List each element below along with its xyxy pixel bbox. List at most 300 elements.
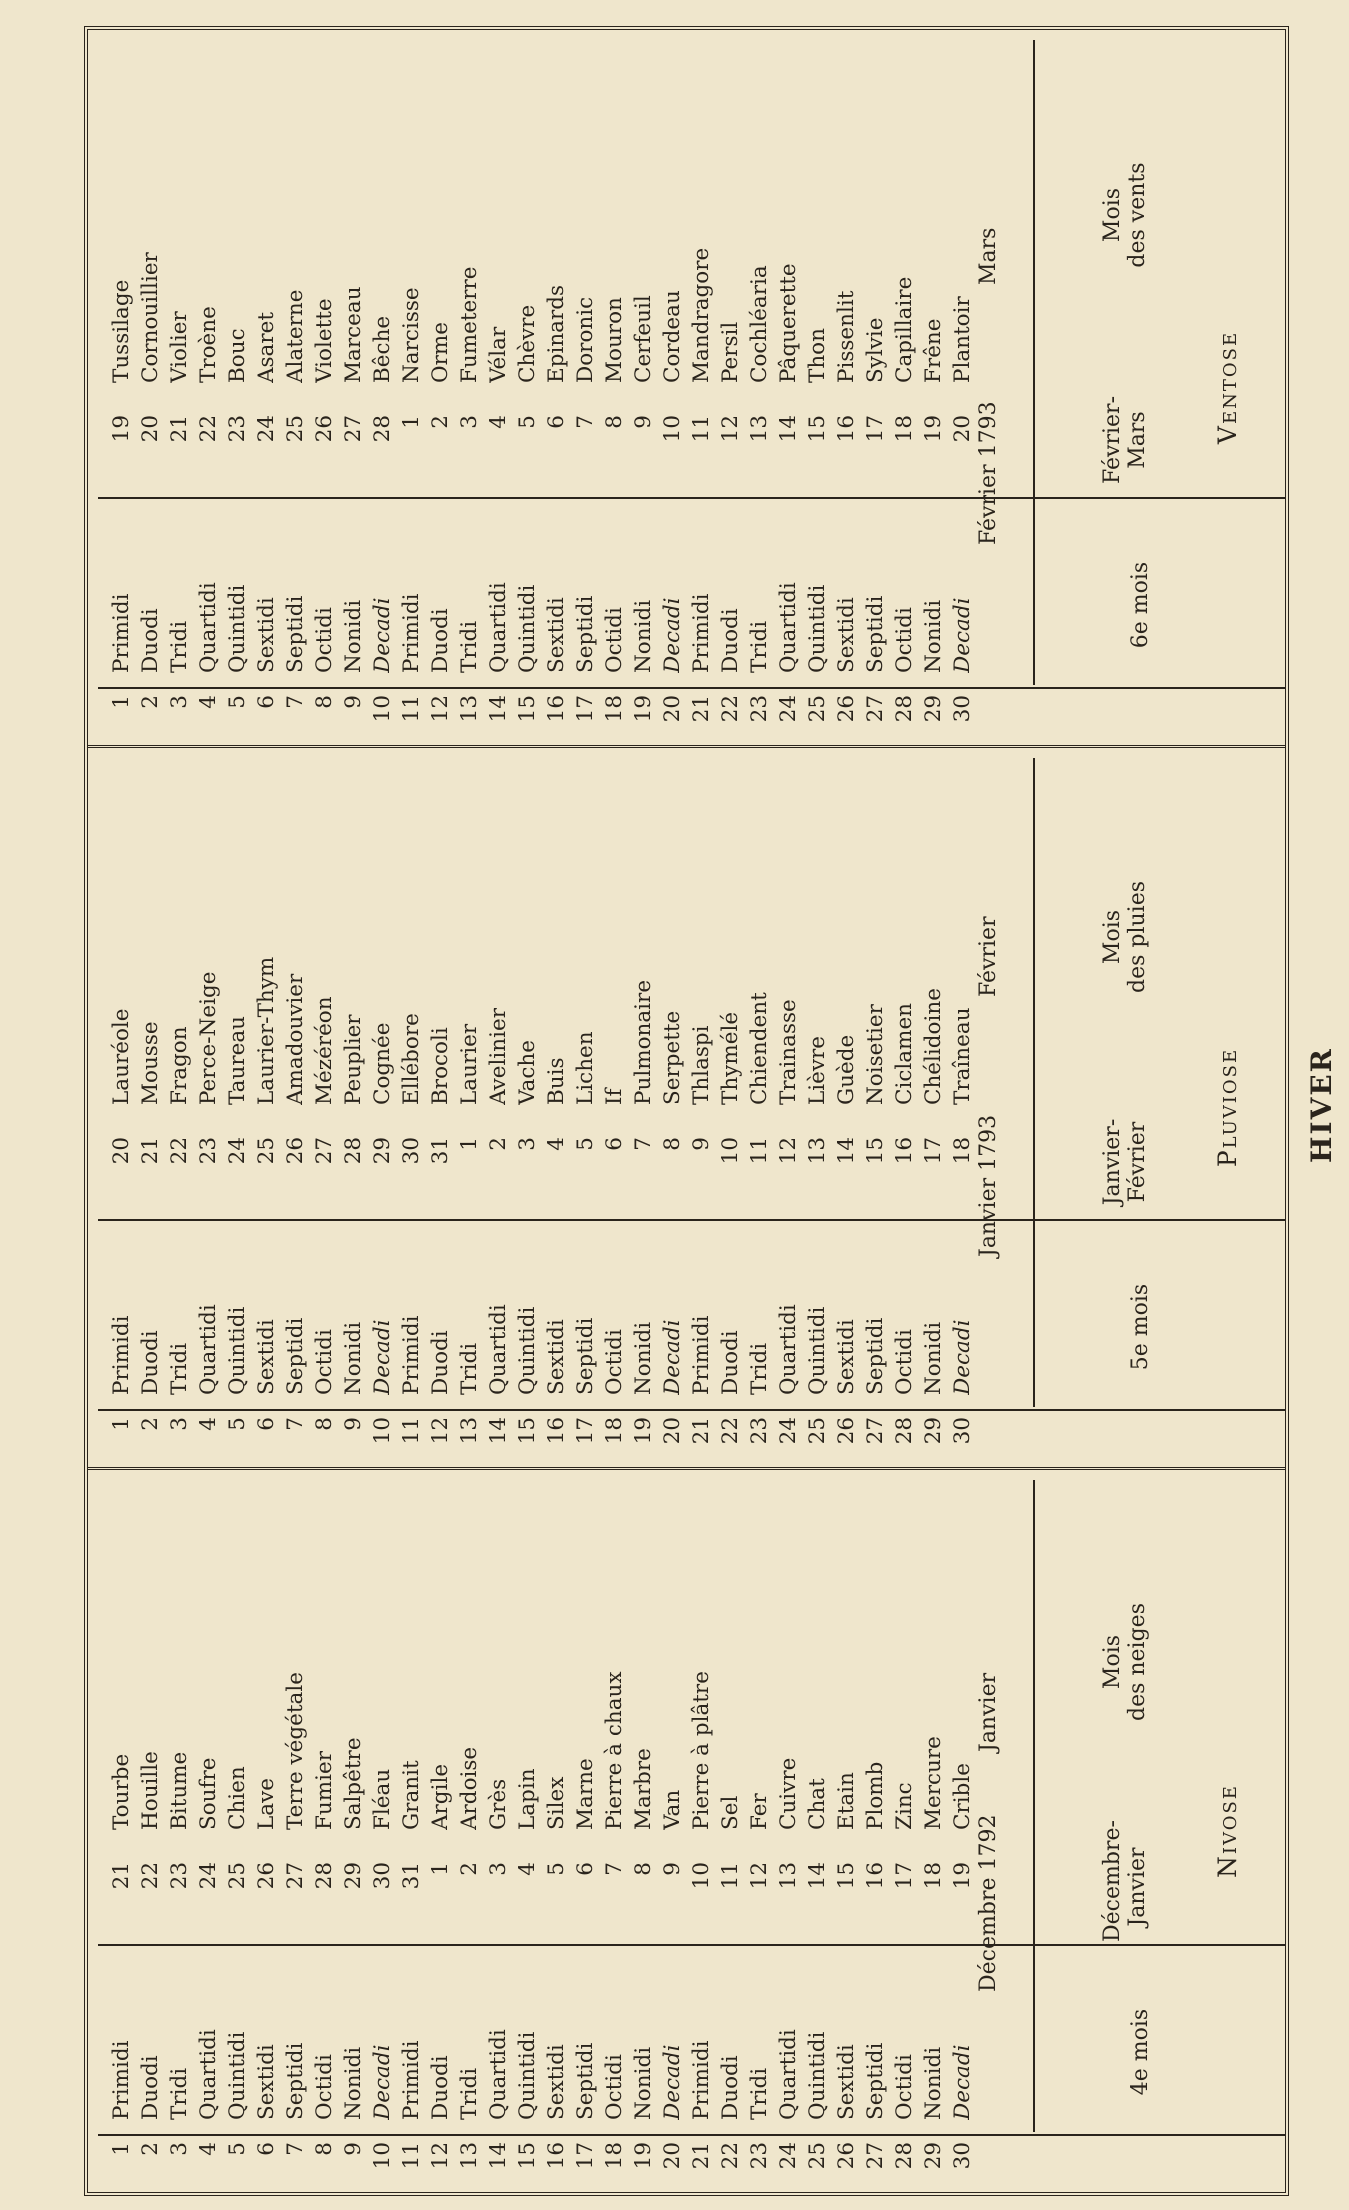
day-name: Nonidi bbox=[921, 2046, 946, 2120]
day-name: Octidi bbox=[602, 1329, 627, 1395]
day-name: Septidi bbox=[863, 1317, 888, 1395]
day-number: 2 bbox=[138, 1417, 163, 1431]
gregorian-date: 24 bbox=[196, 1862, 221, 1890]
day-number: 6 bbox=[254, 2142, 279, 2156]
day-name: Tridi bbox=[167, 620, 192, 673]
day-row bbox=[253, 1470, 282, 2192]
day-dedication: Capillaire bbox=[892, 276, 917, 383]
day-name: Octidi bbox=[312, 1329, 337, 1395]
gregorian-date: 26 bbox=[312, 415, 337, 443]
day-row bbox=[688, 30, 717, 745]
day-row bbox=[717, 30, 746, 745]
gregorian-date: 3 bbox=[457, 415, 482, 429]
gregorian-date: 11 bbox=[718, 1862, 743, 1890]
day-dedication: Amadouvier bbox=[283, 973, 308, 1105]
day-name: Septidi bbox=[283, 2042, 308, 2120]
day-row bbox=[630, 30, 659, 745]
day-dedication: Frêne bbox=[921, 318, 946, 383]
day-dedication: Fléau bbox=[370, 1768, 395, 1830]
day-name: Decadi bbox=[660, 597, 685, 673]
day-dedication: Granit bbox=[399, 1760, 424, 1830]
gregorian-date: 16 bbox=[834, 415, 859, 443]
gregorian-date: 4 bbox=[515, 1862, 540, 1876]
day-name: Duodi bbox=[138, 1330, 163, 1395]
day-dedication: Cognée bbox=[370, 1022, 395, 1105]
gregorian-date: 16 bbox=[892, 1137, 917, 1165]
day-dedication: Mouron bbox=[602, 297, 627, 383]
gregorian-date: 24 bbox=[254, 415, 279, 443]
day-number: 27 bbox=[863, 2142, 888, 2170]
day-dedication: Cordeau bbox=[660, 290, 685, 383]
day-name: Quartidi bbox=[776, 582, 801, 673]
day-row bbox=[195, 1470, 224, 2192]
day-name: Sextidi bbox=[834, 2044, 859, 2120]
gregorian-date: 8 bbox=[631, 1862, 656, 1876]
day-number: 30 bbox=[950, 2142, 975, 2170]
day-name: Septidi bbox=[573, 1317, 598, 1395]
day-name: Sextidi bbox=[834, 1319, 859, 1395]
day-name: Primidi bbox=[399, 2040, 424, 2120]
day-row bbox=[949, 748, 978, 1467]
day-number: 14 bbox=[486, 2142, 511, 2170]
gregorian-date: 28 bbox=[341, 1137, 366, 1165]
day-dedication: Pierre à plâtre bbox=[689, 1671, 714, 1830]
gregorian-date: 21 bbox=[167, 415, 192, 443]
gregorian-date: 10 bbox=[660, 415, 685, 443]
day-dedication: Noisetier bbox=[863, 1004, 888, 1105]
day-dedication: If bbox=[602, 1088, 627, 1105]
day-name: Decadi bbox=[950, 597, 975, 673]
gregorian-date: 22 bbox=[196, 415, 221, 443]
day-name: Sextidi bbox=[544, 1319, 569, 1395]
day-row bbox=[282, 748, 311, 1467]
day-number: 10 bbox=[370, 2142, 395, 2170]
day-row bbox=[224, 1470, 253, 2192]
day-name: Quintidi bbox=[805, 2031, 830, 2120]
day-row bbox=[253, 748, 282, 1467]
day-row bbox=[775, 748, 804, 1467]
day-name: Duodi bbox=[428, 2055, 453, 2120]
day-dedication: Van bbox=[660, 1789, 685, 1830]
day-name: Duodi bbox=[718, 1330, 743, 1395]
month-block-pluviose bbox=[88, 748, 1285, 1470]
day-number: 5 bbox=[225, 695, 250, 709]
day-name: Duodi bbox=[718, 608, 743, 673]
gregorian-date: 22 bbox=[138, 1862, 163, 1890]
day-name: Quartidi bbox=[486, 2029, 511, 2120]
day-number: 8 bbox=[312, 695, 337, 709]
ordinal-header: 5e mois bbox=[1128, 1283, 1153, 1371]
day-number: 12 bbox=[428, 2142, 453, 2170]
gregorian-date: 5 bbox=[573, 1137, 598, 1151]
day-dedication: Brocoli bbox=[428, 1027, 453, 1105]
day-number: 3 bbox=[167, 1417, 192, 1431]
day-number: 17 bbox=[573, 1417, 598, 1445]
gregorian-date: 13 bbox=[776, 1862, 801, 1890]
day-row bbox=[340, 30, 369, 745]
day-name: Decadi bbox=[950, 1319, 975, 1395]
day-number: 9 bbox=[341, 1417, 366, 1431]
day-row bbox=[485, 748, 514, 1467]
day-row bbox=[340, 1470, 369, 2192]
gregorian-date: 14 bbox=[776, 415, 801, 443]
day-row bbox=[427, 748, 456, 1467]
day-row bbox=[369, 1470, 398, 2192]
day-number: 6 bbox=[254, 695, 279, 709]
calendar-table bbox=[84, 26, 1289, 2196]
gregorian-date: 25 bbox=[283, 415, 308, 443]
day-number: 17 bbox=[573, 695, 598, 723]
day-row bbox=[311, 748, 340, 1467]
gregorian-date: 15 bbox=[834, 1862, 859, 1890]
day-dedication: Tussilage bbox=[109, 279, 134, 383]
gregorian-date: 10 bbox=[718, 1137, 743, 1165]
gregorian-date: 5 bbox=[544, 1862, 569, 1876]
gregorian-date: 12 bbox=[718, 415, 743, 443]
gregorian-date: 6 bbox=[544, 415, 569, 429]
day-name: Nonidi bbox=[631, 599, 656, 673]
day-row bbox=[543, 1470, 572, 2192]
day-dedication: Pâquerette bbox=[776, 263, 801, 383]
day-row bbox=[862, 1470, 891, 2192]
gregorian-date: 1 bbox=[457, 1137, 482, 1151]
day-dedication: Marne bbox=[573, 1758, 598, 1830]
day-row bbox=[746, 1470, 775, 2192]
day-number: 14 bbox=[486, 1417, 511, 1445]
day-row bbox=[572, 30, 601, 745]
header-rule bbox=[1033, 40, 1035, 685]
day-dedication: Sel bbox=[718, 1795, 743, 1830]
day-name: Septidi bbox=[283, 1317, 308, 1395]
gregorian-date: 27 bbox=[312, 1137, 337, 1165]
gregorian-date: 7 bbox=[631, 1137, 656, 1151]
day-row bbox=[137, 1470, 166, 2192]
season-title: HIVER bbox=[1305, 1047, 1338, 1163]
gregorian-date: 30 bbox=[399, 1137, 424, 1165]
day-dedication: Mousse bbox=[138, 1021, 163, 1105]
gregorian-date: 12 bbox=[747, 1862, 772, 1890]
day-row bbox=[282, 30, 311, 745]
day-name: Decadi bbox=[370, 1319, 395, 1395]
day-row bbox=[659, 748, 688, 1467]
day-row bbox=[775, 1470, 804, 2192]
day-row bbox=[949, 1470, 978, 2192]
day-number: 23 bbox=[747, 695, 772, 723]
gregorian-date: 25 bbox=[254, 1137, 279, 1165]
day-number: 11 bbox=[399, 695, 424, 723]
day-row bbox=[920, 30, 949, 745]
day-name: Primidi bbox=[689, 1315, 714, 1395]
gregorian-date: 10 bbox=[689, 1862, 714, 1890]
day-dedication: Terre végétale bbox=[283, 1672, 308, 1830]
month-name: Pluviose bbox=[1213, 1047, 1242, 1168]
day-name: Quintidi bbox=[805, 584, 830, 673]
day-name: Nonidi bbox=[341, 2046, 366, 2120]
day-number: 8 bbox=[312, 2142, 337, 2156]
gregorian-month-2: Janvier bbox=[976, 1672, 1001, 1752]
day-dedication: Cuivre bbox=[776, 1757, 801, 1830]
gregorian-date: 14 bbox=[834, 1137, 859, 1165]
gregorian-date: 28 bbox=[370, 415, 395, 443]
day-number: 22 bbox=[718, 2142, 743, 2170]
day-dedication: Plantoir bbox=[950, 296, 975, 383]
day-dedication: Ardoise bbox=[457, 1746, 482, 1830]
day-row bbox=[137, 30, 166, 745]
day-row bbox=[514, 30, 543, 745]
gregorian-month-2: Mars bbox=[976, 227, 1001, 285]
day-dedication: Vélar bbox=[486, 326, 511, 383]
day-name: Nonidi bbox=[341, 1321, 366, 1395]
day-name: Quartidi bbox=[196, 1304, 221, 1395]
day-row bbox=[485, 30, 514, 745]
gregorian-date: 11 bbox=[747, 1137, 772, 1165]
day-dedication: Lapin bbox=[515, 1768, 540, 1830]
day-number: 5 bbox=[225, 1417, 250, 1431]
gregorian-header: Janvier- Février bbox=[1100, 1118, 1150, 1206]
day-number: 10 bbox=[370, 1417, 395, 1445]
day-dedication: Mézéréon bbox=[312, 996, 337, 1105]
day-name: Sextidi bbox=[544, 597, 569, 673]
day-number: 27 bbox=[863, 695, 888, 723]
day-number: 13 bbox=[457, 2142, 482, 2170]
day-number: 7 bbox=[283, 695, 308, 709]
day-row bbox=[862, 748, 891, 1467]
day-dedication: Mercure bbox=[921, 1736, 946, 1830]
day-number: 27 bbox=[863, 1417, 888, 1445]
gregorian-date: 18 bbox=[950, 1137, 975, 1165]
month-name: Ventose bbox=[1213, 330, 1242, 445]
day-row bbox=[166, 1470, 195, 2192]
day-name: Decadi bbox=[660, 2044, 685, 2120]
day-dedication: Laurier-Thym bbox=[254, 956, 279, 1105]
day-row bbox=[398, 1470, 427, 2192]
names-header: Mois des pluies bbox=[1100, 880, 1150, 994]
day-row bbox=[862, 30, 891, 745]
day-number: 1 bbox=[109, 2142, 134, 2156]
gregorian-date: 5 bbox=[515, 415, 540, 429]
day-name: Nonidi bbox=[921, 599, 946, 673]
day-name: Primidi bbox=[399, 1315, 424, 1395]
gregorian-date: 8 bbox=[660, 1137, 685, 1151]
day-name: Septidi bbox=[863, 595, 888, 673]
day-row bbox=[427, 30, 456, 745]
gregorian-date: 6 bbox=[602, 1137, 627, 1151]
day-row bbox=[224, 748, 253, 1467]
day-dedication: Lièvre bbox=[805, 1035, 830, 1105]
gregorian-date: 29 bbox=[370, 1137, 395, 1165]
day-dedication: Etain bbox=[834, 1772, 859, 1830]
day-number: 21 bbox=[689, 1417, 714, 1445]
day-dedication: Thon bbox=[805, 328, 830, 383]
day-name: Duodi bbox=[138, 608, 163, 673]
gregorian-date: 29 bbox=[341, 1862, 366, 1890]
gregorian-date: 9 bbox=[689, 1137, 714, 1151]
day-dedication: Fragon bbox=[167, 1026, 192, 1105]
day-dedication: Persil bbox=[718, 321, 743, 383]
day-dedication: Taureau bbox=[225, 1015, 250, 1105]
day-row bbox=[891, 30, 920, 745]
day-name: Nonidi bbox=[631, 2046, 656, 2120]
day-name: Primidi bbox=[109, 1315, 134, 1395]
day-name: Septidi bbox=[283, 595, 308, 673]
day-row bbox=[543, 748, 572, 1467]
day-name: Octidi bbox=[892, 2054, 917, 2120]
gregorian-date: 1 bbox=[399, 415, 424, 429]
day-name: Primidi bbox=[689, 2040, 714, 2120]
day-dedication: Narcisse bbox=[399, 287, 424, 383]
day-name: Decadi bbox=[370, 597, 395, 673]
gregorian-month-1: Février 1793 bbox=[976, 401, 1001, 545]
day-dedication: Perce-Neige bbox=[196, 971, 221, 1105]
day-row bbox=[659, 1470, 688, 2192]
gregorian-date: 18 bbox=[892, 415, 917, 443]
day-row bbox=[659, 30, 688, 745]
day-dedication: Pulmonaire bbox=[631, 979, 656, 1105]
day-name: Primidi bbox=[399, 593, 424, 673]
day-dedication: Lave bbox=[254, 1778, 279, 1830]
gregorian-date: 13 bbox=[747, 415, 772, 443]
ordinal-header: 4e mois bbox=[1128, 2008, 1153, 2096]
day-number: 16 bbox=[544, 1417, 569, 1445]
ordinal-header: 6e mois bbox=[1128, 561, 1153, 649]
gregorian-header: Février- Mars bbox=[1100, 395, 1150, 485]
day-name: Septidi bbox=[863, 2042, 888, 2120]
day-dedication: Lichen bbox=[573, 1031, 598, 1105]
day-dedication: Sylvie bbox=[863, 317, 888, 383]
day-dedication: Mandragore bbox=[689, 247, 714, 383]
gregorian-date: 17 bbox=[892, 1862, 917, 1890]
gregorian-date: 22 bbox=[167, 1137, 192, 1165]
day-name: Octidi bbox=[892, 607, 917, 673]
gregorian-date: 7 bbox=[602, 1862, 627, 1876]
day-row bbox=[891, 748, 920, 1467]
month-name: Nivose bbox=[1213, 1784, 1242, 1878]
day-name: Quintidi bbox=[225, 1306, 250, 1395]
gregorian-date: 27 bbox=[341, 415, 366, 443]
day-dedication: Violette bbox=[312, 298, 337, 383]
day-dedication: Fumier bbox=[312, 1750, 337, 1830]
day-dedication: Bitume bbox=[167, 1751, 192, 1830]
day-number: 19 bbox=[631, 1417, 656, 1445]
day-row bbox=[804, 1470, 833, 2192]
gregorian-date: 4 bbox=[544, 1137, 569, 1151]
day-name: Primidi bbox=[109, 593, 134, 673]
day-row bbox=[253, 30, 282, 745]
day-name: Nonidi bbox=[921, 1321, 946, 1395]
gregorian-header: Décembre- Janvier bbox=[1100, 1820, 1150, 1942]
gregorian-date: 13 bbox=[805, 1137, 830, 1165]
gregorian-date: 19 bbox=[950, 1862, 975, 1890]
day-row bbox=[804, 30, 833, 745]
day-row bbox=[601, 30, 630, 745]
day-row bbox=[543, 30, 572, 745]
day-number: 28 bbox=[892, 1417, 917, 1445]
day-number: 29 bbox=[921, 695, 946, 723]
day-dedication: Epinards bbox=[544, 284, 569, 383]
day-dedication: Zinc bbox=[892, 1782, 917, 1830]
day-dedication: Guède bbox=[834, 1034, 859, 1105]
gregorian-date: 15 bbox=[863, 1137, 888, 1165]
day-name: Primidi bbox=[689, 593, 714, 673]
gregorian-date: 11 bbox=[689, 415, 714, 443]
day-number: 25 bbox=[805, 2142, 830, 2170]
day-name: Octidi bbox=[312, 607, 337, 673]
gregorian-date: 6 bbox=[573, 1862, 598, 1876]
day-row bbox=[572, 1470, 601, 2192]
day-number: 12 bbox=[428, 695, 453, 723]
day-row bbox=[688, 1470, 717, 2192]
day-dedication: Avelinier bbox=[486, 1007, 511, 1105]
day-dedication: Cochléaria bbox=[747, 265, 772, 383]
day-number: 11 bbox=[399, 2142, 424, 2170]
day-number: 15 bbox=[515, 2142, 540, 2170]
names-header: Mois des vents bbox=[1100, 162, 1150, 268]
day-row bbox=[456, 30, 485, 745]
day-name: Quintidi bbox=[225, 2031, 250, 2120]
day-name: Quintidi bbox=[515, 584, 540, 673]
gregorian-date: 23 bbox=[196, 1137, 221, 1165]
day-row bbox=[398, 30, 427, 745]
day-dedication: Bouc bbox=[225, 328, 250, 383]
gregorian-date: 21 bbox=[138, 1137, 163, 1165]
day-name: Octidi bbox=[602, 2054, 627, 2120]
day-dedication: Salpêtre bbox=[341, 1737, 366, 1830]
gregorian-date: 9 bbox=[631, 415, 656, 429]
gregorian-date: 20 bbox=[109, 1137, 134, 1165]
day-name: Quintidi bbox=[515, 1306, 540, 1395]
day-name: Sextidi bbox=[834, 597, 859, 673]
day-row bbox=[601, 1470, 630, 2192]
day-row bbox=[514, 748, 543, 1467]
gregorian-date: 17 bbox=[921, 1137, 946, 1165]
day-row bbox=[775, 30, 804, 745]
gregorian-date: 3 bbox=[486, 1862, 511, 1876]
day-row bbox=[920, 748, 949, 1467]
day-number: 29 bbox=[921, 2142, 946, 2170]
day-number: 19 bbox=[631, 2142, 656, 2170]
day-row bbox=[108, 1470, 137, 2192]
day-number: 22 bbox=[718, 1417, 743, 1445]
day-name: Tridi bbox=[167, 2067, 192, 2120]
day-row bbox=[891, 1470, 920, 2192]
gregorian-date: 15 bbox=[805, 415, 830, 443]
header-rule bbox=[1033, 758, 1035, 1407]
day-number: 12 bbox=[428, 1417, 453, 1445]
gregorian-date: 19 bbox=[109, 415, 134, 443]
day-row bbox=[514, 1470, 543, 2192]
gregorian-date: 4 bbox=[486, 415, 511, 429]
day-dedication: Serpette bbox=[660, 1010, 685, 1105]
day-number: 7 bbox=[283, 1417, 308, 1431]
gregorian-date: 23 bbox=[167, 1862, 192, 1890]
gregorian-date: 2 bbox=[457, 1862, 482, 1876]
day-name: Sextidi bbox=[254, 597, 279, 673]
day-dedication: Peuplier bbox=[341, 1014, 366, 1105]
day-dedication: Asaret bbox=[254, 311, 279, 383]
day-number: 18 bbox=[602, 2142, 627, 2170]
day-name: Duodi bbox=[428, 1330, 453, 1395]
day-dedication: Marbre bbox=[631, 1748, 656, 1830]
day-row bbox=[949, 30, 978, 745]
day-name: Septidi bbox=[573, 595, 598, 673]
day-number: 10 bbox=[370, 695, 395, 723]
day-number: 25 bbox=[805, 695, 830, 723]
day-number: 4 bbox=[196, 1417, 221, 1431]
day-number: 26 bbox=[834, 2142, 859, 2170]
day-row bbox=[427, 1470, 456, 2192]
day-dedication: Buis bbox=[544, 1057, 569, 1105]
day-number: 1 bbox=[109, 695, 134, 709]
